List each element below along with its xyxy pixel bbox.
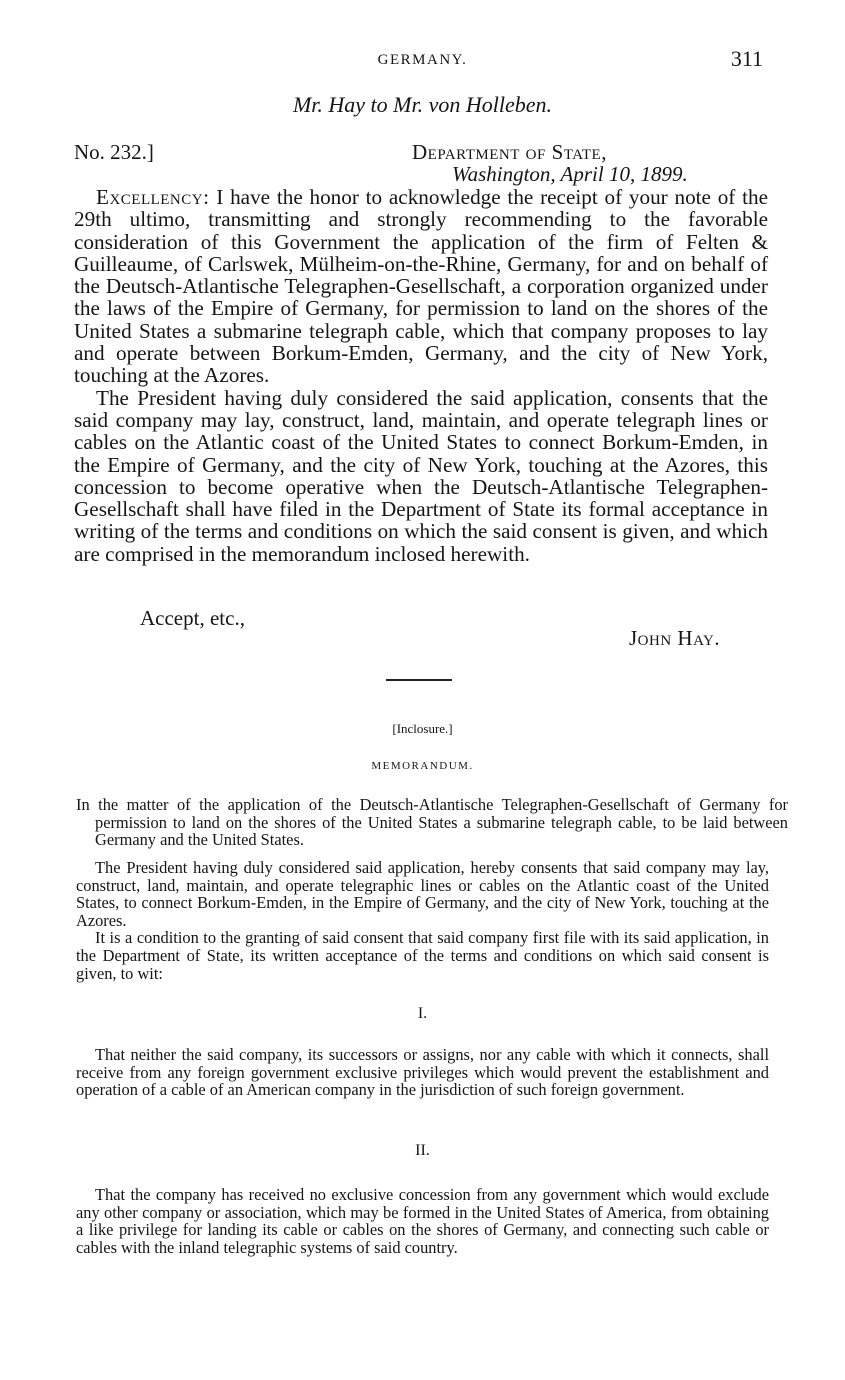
letter-title: Mr. Hay to Mr. von Holleben. (292, 92, 553, 117)
memorandum-matter: In the matter of the application of the Deutsch-Atlantische Telegraphen-Gesellschaft of Germany for permission to land on the shores of the United States a submarine telegraph cable, to be laid between Germany and the United States. (76, 795, 788, 850)
letter-body (74, 186, 768, 565)
memorandum-body (76, 859, 769, 982)
letter-paragraph (74, 186, 768, 387)
salutation: Excellency: (96, 185, 210, 209)
condition-numeral-1: I. (417, 1005, 428, 1022)
letter-paragraph-2: The President having duly considered the said application, consents that the said company may lay, construct, land, maintain, and operate telegraph lines or cables on the Atlantic coast of the United States to connect Borkum-Emden, in the Empire of Germany, and the city of New York, touching at the Azores, this concession to become operative when the Deutsch-Atlantische Telegraphen-Gesellschaft shall have filed in the Department of State its formal acceptance in writing of the terms and conditions on which the said consent is given, and which are comprised in the memorandum inclosed herewith. (74, 385, 768, 566)
memorandum-title: MEMORANDUM. (371, 760, 474, 772)
place-and-date: Washington, April 10, 1899. (452, 162, 688, 186)
condition-text-1: That neither the said company, its successors or assigns, nor any cable with which it connects, shall receive from any foreign government exclusive privileges which would prevent the establishment and operation of a cable of an American company in the jurisdiction of such foreign government. (76, 1045, 769, 1100)
signature: John Hay. (629, 626, 721, 650)
memorandum-paragraph-2: It is a condition to the granting of said consent that said company first file with its said application, in the Department of State, its written acceptance of the terms and conditions on which said consent is given, to wit: (76, 928, 769, 983)
enclosure-label: [Inclosure.] (392, 721, 453, 736)
condition-numeral-2: II. (415, 1142, 430, 1159)
page-header (0, 46, 845, 76)
department-heading: Department of State, (412, 140, 607, 164)
memorandum-paragraph-1: The President having duly considered said application, hereby consents that said company may lay, construct, land, maintain, and operate telegraphic lines or cables on the Atlantic coast of the United States, to connect Borkum-Emden, in the Empire of Germany, and the city of New York, touching at the Azores. (76, 858, 769, 930)
closing: Accept, etc., (140, 606, 245, 630)
page-number: 311 (730, 46, 763, 71)
running-head: GERMANY. (377, 52, 468, 68)
section-divider (386, 679, 452, 681)
document-number: No. 232.] (74, 140, 154, 164)
letter-paragraph-1-text: I have the honor to acknowledge the receipt of your note of the 29th ultimo, transmitting and strongly recommending to the favorable consideration of this Government the application of the firm of Felten & Guilleaume, of Carlswek, Mülheim-on-the-Rhine, Germany, for and on behalf of the Deutsch-Atlantische Telegraphen-Gesellschaft, a corporation organized under the laws of the Empire of Germany, for permission to land on the shores of the United States a submarine telegraph cable, which that company proposes to lay and operate between Borkum-Emden, Germany, and the city of New York, touching at the Azores. (74, 185, 769, 388)
condition-text-2: That the company has received no exclusive concession from any government which would exclude any other company or association, which may be formed in the United States of America, from obtaining a like privilege for landing its cable or cables on the shores of Germany, and connecting such cable or cables with the inland telegraphic systems of said country. (76, 1185, 769, 1257)
